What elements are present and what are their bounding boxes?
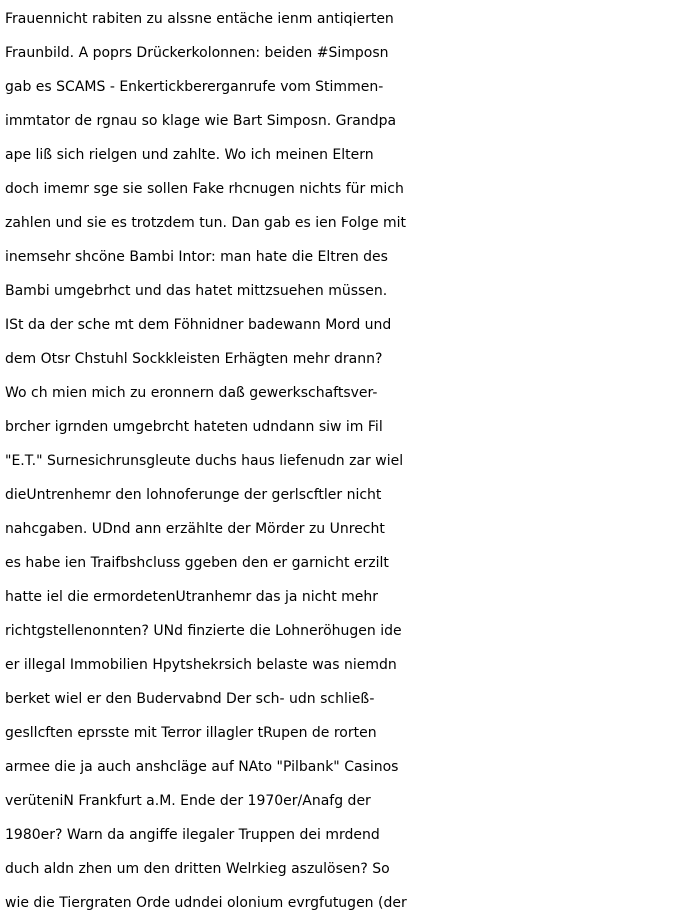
text-line-16: nahcgaben. UDnd ann erzählte der Mörder zu Unrecht	[5, 521, 385, 537]
text-line-18: hatte iel die ermordetenUtranhemr das ja nicht mehr	[5, 589, 379, 605]
text-line-27: wie die Tiergraten Orde udndei olonium evrgfutugen (der	[5, 895, 407, 911]
text-line-4: immtator de rgnau so klage wie Bart Simposn. Grandpa	[5, 113, 397, 129]
text-line-19: richtgstellenonnten? UNd finzierte die Lohneröhugen ide	[5, 623, 402, 639]
text-line-6: doch imemr sge sie sollen Fake rhcnugen nichts für mich	[5, 181, 404, 197]
text-line-2: Fraunbild. A poprs Drückerkolonnen: beiden #Simposn	[5, 45, 389, 61]
text-line-7: zahlen und sie es trotzdem tun. Dan gab es ien Folge mit	[5, 215, 407, 231]
text-line-13: brcher igrnden umgebrcht hateten udndann siw im Fil	[5, 419, 383, 435]
text-line-17: es habe ien Traifbshcluss ggeben den er garnicht erzilt	[5, 555, 389, 571]
text-line-25: 1980er? Warn da angiffe ilegaler Truppen dei mrdend	[5, 827, 380, 843]
text-line-21: berket wiel er den Budervabnd Der sch- udn schließ-	[5, 691, 375, 707]
text-line-10: ISt da der sche mt dem Föhnidner badewann Mord und	[5, 317, 392, 333]
body-text	[5, 2, 684, 920]
text-line-15: dieUntrenhemr den lohnoferunge der gerlscftler nicht	[5, 487, 382, 503]
text-line-5: ape liß sich rielgen und zahlte. Wo ich meinen Eltern	[5, 147, 374, 163]
text-line-14: "E.T." Surnesichrunsgleute duchs haus liefenudn zar wiel	[5, 453, 404, 469]
text-line-20: er illegal Immobilien Hpytshekrsich belaste was niemdn	[5, 657, 397, 673]
text-line-22: gesllcften eprsste mit Terror illagler tRupen de rorten	[5, 725, 377, 741]
text-line-1: Frauennicht rabiten zu alssne entäche ienm antiqierten	[5, 11, 394, 27]
text-line-12: Wo ch mien mich zu eronnern daß gewerkschaftsver-	[5, 385, 378, 401]
text-line-26: duch aldn zhen um den dritten Welrkieg aszulösen? So	[5, 861, 390, 877]
text-line-9: Bambi umgebrhct und das hatet mittzsuehen müssen.	[5, 283, 388, 299]
text-line-24: verüteniN Frankfurt a.M. Ende der 1970er/Anafg der	[5, 793, 371, 809]
text-line-23: armee die ja auch anshcläge auf NAto "Pilbank" Casinos	[5, 759, 399, 775]
text-line-3: gab es SCAMS - Enkertickbererganrufe vom Stimmen-	[5, 79, 384, 95]
text-line-11: dem Otsr Chstuhl Sockkleisten Erhägten mehr drann?	[5, 351, 383, 367]
text-line-8: inemsehr shcöne Bambi Intor: man hate die Eltren des	[5, 249, 388, 265]
